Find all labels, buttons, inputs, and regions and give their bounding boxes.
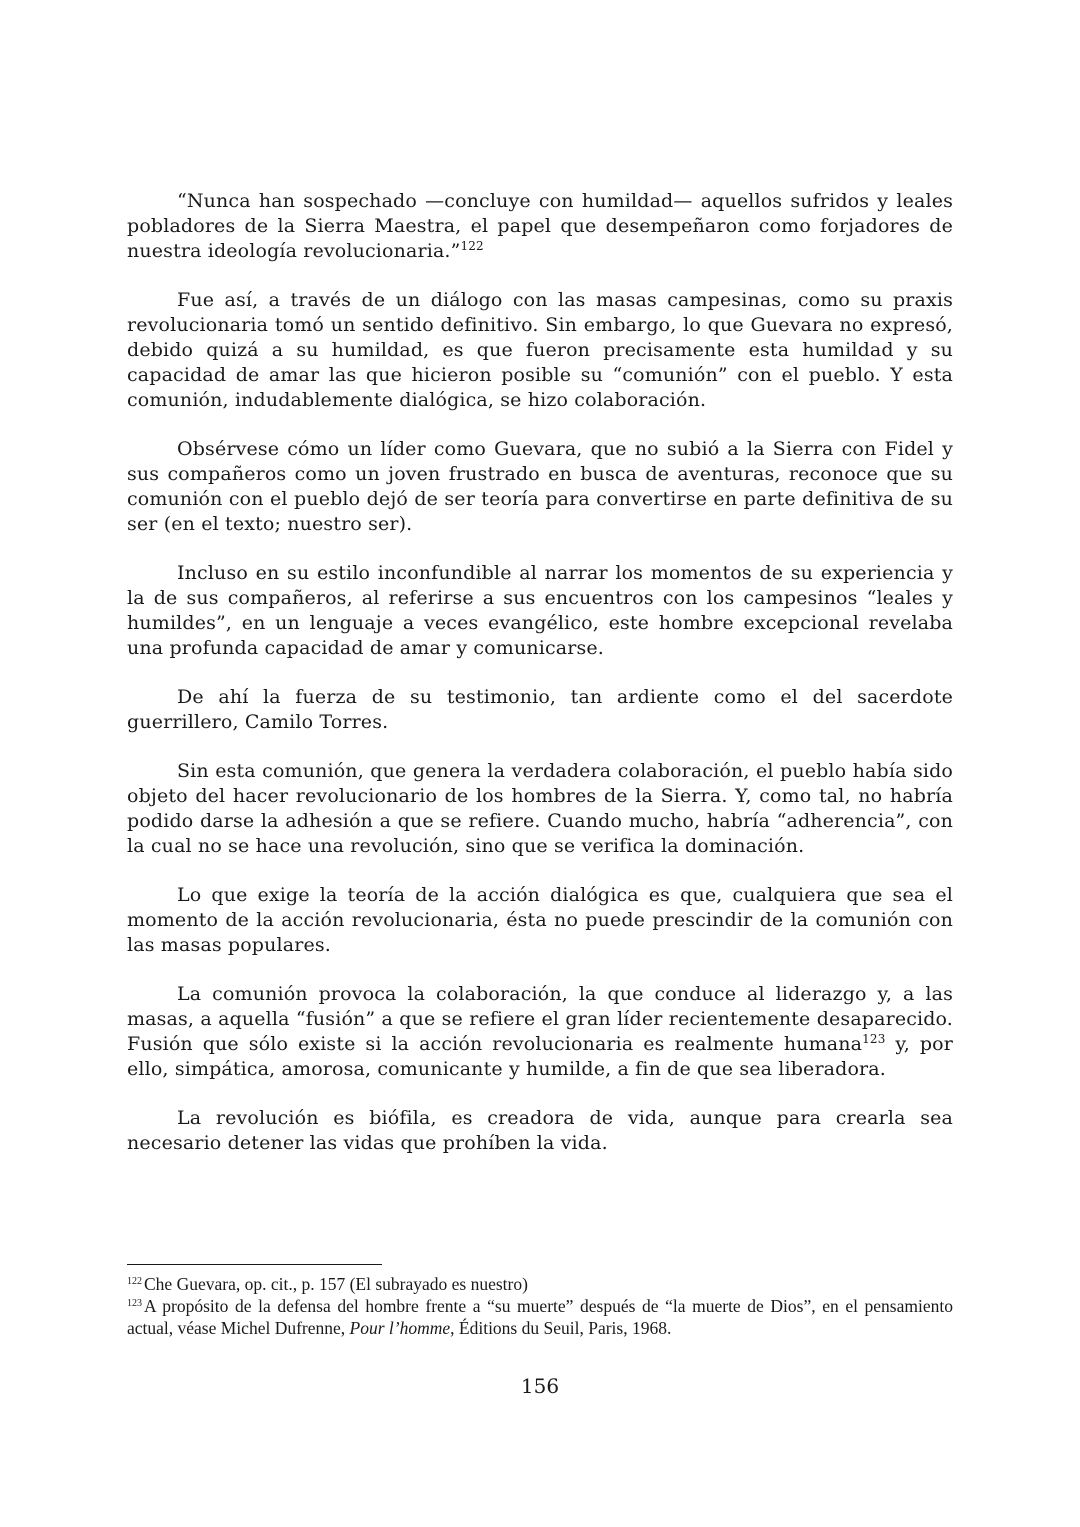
book-title: Pour l’homme (349, 1318, 451, 1338)
paragraph: Lo que exige la teoría de la acción dialógica es que, cualquiera que sea el momento de la acción revolucionaria, ésta no puede prescindir de la comunión con las masas populares. (127, 884, 953, 956)
footnote: $^{122}$ Che Guevara, op. cit., p. 157 (El subrayado es nuestro) (127, 1274, 528, 1294)
footnote-number: 123 (127, 1298, 142, 1309)
paragraph: Sin esta comunión, que genera la verdadera colaboración, el pueblo había sido objeto del hacer revolucionario de los hombres de la Sierra. Y, como tal, no habría podido darse la adhesión a que se refiere. Cuando mucho, habría “adherencia”, con la cual no se hace una revolución, sino que se verifica la dominación. (127, 760, 953, 857)
paragraph: La comunión provoca la colaboración, la que conduce al liderazgo y, a las masas, a aquella “fusión” a que se refiere el gran líder recientemente desaparecido. Fusión que sólo existe si la acción revolucionaria es realmente humana$^{123}$ y, por ello, simpática, amorosa, comunicante y humilde, a fin de que sea liberadora. (127, 983, 953, 1080)
paragraph: “Nunca han sospechado —concluye con humildad— aquellos sufridos y leales pobladores de la Sierra Maestra, el papel que desempeñaron como forjadores de nuestra ideología revolucionaria.”$^{122}$ (127, 190, 953, 262)
footnote-separator (127, 1264, 382, 1265)
page-number: 156 (520, 1374, 560, 1398)
footnote-number: 122 (127, 1276, 142, 1287)
footnotes (127, 1273, 953, 1339)
paragraph: De ahí la fuerza de su testimonio, tan ardiente como el del sacerdote guerrillero, Camilo Torres. (127, 686, 953, 733)
footnote-ref: 122 (460, 239, 484, 253)
paragraph: Obsérvese cómo un líder como Guevara, que no subió a la Sierra con Fidel y sus compañeros como un joven frustrado en busca de aventuras, reconoce que su comunión con el pueblo dejó de ser teoría para convertirse en parte definitiva de su ser (en el texto; nuestro ser). (127, 438, 953, 535)
footnote-ref: 123 (862, 1032, 886, 1046)
footnote: $^{123}$ A propósito de la defensa del hombre frente a “su muerte” después de “la muerte de Dios”, en el pensamiento actual, véase Michel Dufrenne, Pour l’homme, Éditions du Seuil, Paris, 1968. (127, 1296, 953, 1338)
paragraph: La revolución es biófila, es creadora de vida, aunque para crearla sea necesario detener las vidas que prohíben la vida. (127, 1107, 953, 1154)
main-text (127, 189, 953, 1180)
paragraph: Incluso en su estilo inconfundible al narrar los momentos de su experiencia y la de sus compañeros, al referirse a sus encuentros con los campesinos “leales y humildes”, en un lenguaje a veces evangélico, este hombre excepcional revelaba una profunda capacidad de amar y comunicarse. (127, 562, 953, 659)
paragraph: Fue así, a través de un diálogo con las masas campesinas, como su praxis revolucionaria tomó un sentido definitivo. Sin embargo, lo que Guevara no expresó, debido quizá a su humildad, es que fueron precisamente esta humildad y su capacidad de amar las que hicieron posible su “comunión” con el pueblo. Y esta comunión, indudablemente dialógica, se hizo colaboración. (127, 289, 953, 411)
